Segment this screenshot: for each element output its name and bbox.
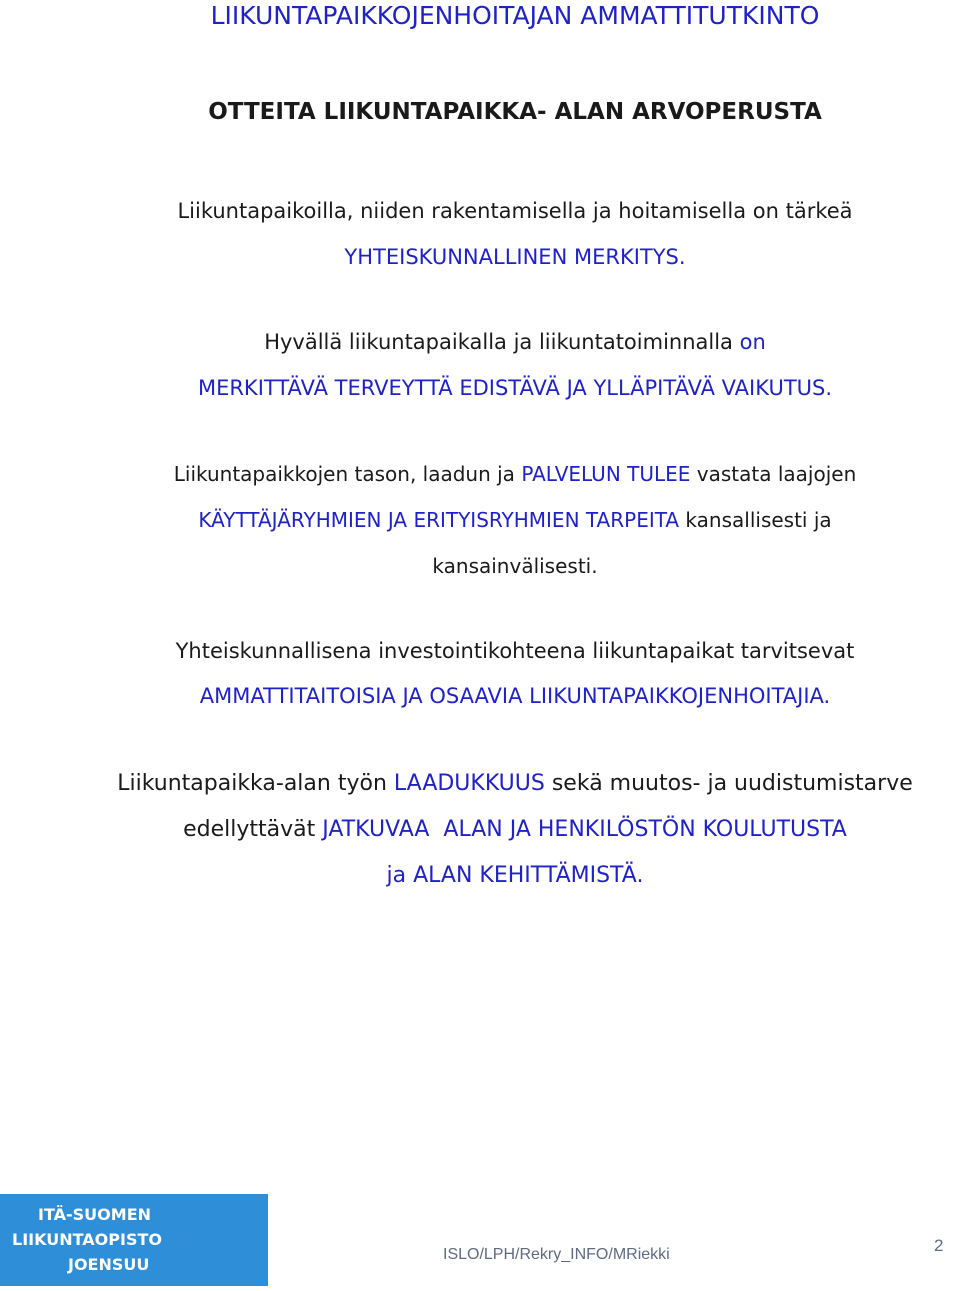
- paragraph-text: edellyttävät: [183, 817, 323, 842]
- highlight-text: LAADUKKUUS: [393, 771, 545, 796]
- paragraph-line: kansainvälisesti.: [432, 554, 598, 578]
- page-title: LIIKUNTAPAIKKOJENHOITAJAN AMMATTITUTKINTO: [210, 1, 820, 30]
- paragraph-service-quality: [0, 451, 960, 589]
- paragraph-social-significance: [0, 188, 960, 280]
- paragraph-training-need: [0, 761, 960, 899]
- paragraph-line: [0, 761, 960, 807]
- section-subtitle: OTTEITA LIIKUNTAPAIKKA- ALAN ARVOPERUSTA: [208, 99, 822, 125]
- paragraph-line: [0, 319, 960, 365]
- paragraph-line: Liikuntapaikoilla, niiden rakentamisella ja hoitamisella on tärkeä: [177, 199, 853, 223]
- highlight-text: ja ALAN KEHITTÄMISTÄ.: [386, 863, 644, 888]
- paragraph-health-effect: [0, 319, 960, 411]
- highlight-text: KÄYTTÄJÄRYHMIEN JA ERITYISRYHMIEN TARPEITA: [198, 508, 680, 532]
- logo-line: ITÄ-SUOMEN: [38, 1205, 152, 1224]
- paragraph-skilled-workers: [0, 629, 960, 719]
- paragraph-line: [0, 451, 960, 497]
- paragraph-text: sekä muutos- ja uudistumistarve: [544, 771, 913, 796]
- highlight-text: AMMATTITAITOISIA JA OSAAVIA LIIKUNTAPAIKKOJENHOITAJIA.: [199, 684, 831, 708]
- footer-reference: ISLO/LPH/Rekry_INFO/MRiekki: [443, 1246, 670, 1263]
- highlight-text: JATKUVAA ALAN JA HENKILÖSTÖN KOULUTUSTA: [322, 817, 847, 842]
- logo-line: LIIKUNTAOPISTO: [12, 1230, 162, 1249]
- institute-logo: [0, 1194, 268, 1286]
- logo-line: JOENSUU: [68, 1255, 150, 1274]
- highlight-text: MERKITTÄVÄ TERVEYTTÄ EDISTÄVÄ JA YLLÄPITÄVÄ VAIKUTUS.: [197, 376, 833, 400]
- highlight-text: on: [739, 330, 766, 354]
- paragraph-text: Hyvällä liikuntapaikalla ja liikuntatoiminnalla: [264, 330, 740, 354]
- paragraph-text: kansallisesti ja: [679, 508, 832, 532]
- highlight-text: YHTEISKUNNALLINEN MERKITYS.: [344, 245, 686, 269]
- highlight-text: PALVELUN TULEE: [521, 462, 691, 486]
- paragraph-line: [0, 807, 960, 853]
- page-number: 2: [934, 1236, 944, 1255]
- paragraph-line: Yhteiskunnallisena investointikohteena liikuntapaikat tarvitsevat: [175, 639, 855, 663]
- paragraph-line: [0, 497, 960, 543]
- paragraph-text: Liikuntapaikkojen tason, laadun ja: [173, 462, 522, 486]
- paragraph-text: Liikuntapaikka-alan työn: [117, 771, 394, 796]
- paragraph-text: vastata laajojen: [690, 462, 857, 486]
